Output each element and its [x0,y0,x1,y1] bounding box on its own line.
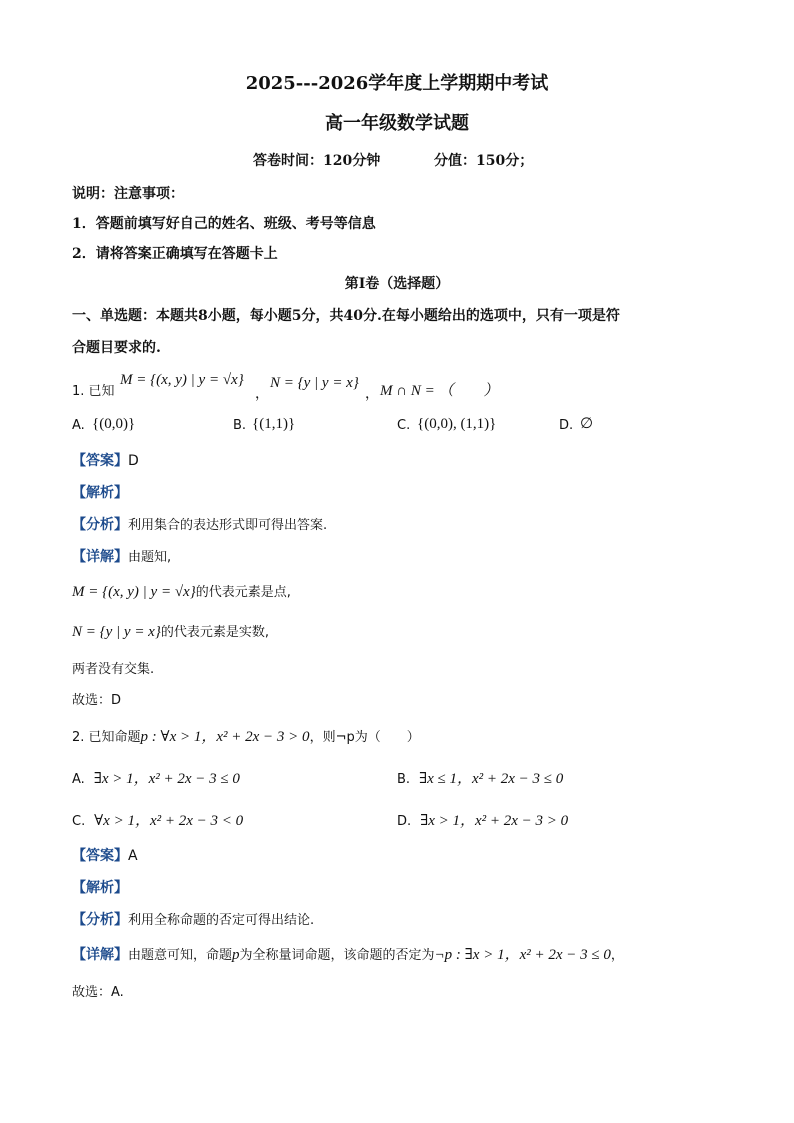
xiangjie-text-a: 由题意可知，命题 [128,948,233,963]
q2-option-d [397,811,568,832]
q2-stem [72,727,420,748]
q2-then: ，则¬p为（ ） [309,730,420,745]
q1-option-b: {(1,1)} [252,416,296,432]
fenxi-tag: 【分析】 [72,517,128,533]
q1-option-c: {(0,0), (1,1)} [417,416,497,432]
q1-option-c-letter: C. [397,418,411,433]
q2-xiangjie [72,945,624,966]
q1-option-b-letter: B. [233,418,247,433]
q1-option-a-letter: A. [72,418,85,433]
xiangjie-tag: 【详解】 [72,549,128,565]
q1-option-d: ∅ [580,416,594,432]
line-n-formula: N = {y | y = x} [72,624,161,640]
exam-title: 2025---2026学年度上学期期中考试 [245,73,549,94]
q2-fenxi [72,910,314,931]
line-m-formula: M = {(x, y) | y = √x} [72,584,196,600]
time-label: 答卷时间：120分钟 [253,153,381,169]
q2-proposition: p : ∀x > 1，x² + 2x − 3 > 0 [140,729,310,745]
option-letter: B. [397,772,411,787]
xiangjie-text-b: 为全称量词命题，该命题的否定为 [239,948,435,963]
q1-line-m [72,582,291,603]
section-intro-line2: 合题目要求的. [72,340,161,356]
q1-option-a: {(0,0)} [92,416,136,432]
q1-set-n: N = {y | y = x} [270,375,359,391]
answer-tag: 【答案】 [72,453,128,469]
option-text: ∃x > 1，x² + 2x − 3 ≤ 0 [93,771,240,787]
q1-line-n [72,622,269,643]
section-intro-line1: 一、单选题：本题共8小题，每小题5分，共40分.在每小题给出的选项中，只有一项是符 [72,308,620,324]
fenxi-tag: 【分析】 [72,912,128,928]
answer-tag: 【答案】 [72,848,128,864]
fenxi-text: 利用集合的表达形式即可得出答案. [128,518,328,533]
q1-conclusion: 故选：D [72,693,122,708]
line-m-text: 的代表元素是点, [195,585,291,600]
q1-separator-1: ， [255,386,269,402]
xiangjie-end: ， [610,948,624,963]
note-item-2: 2．请将答案正确填写在答题卡上 [72,246,278,262]
xiangjie-p: p [232,947,240,963]
q2-analysis-tag: 【解析】 [72,880,128,896]
exam-subtitle: 高一年级数学试题 [325,113,469,134]
xiangjie-tag: 【详解】 [72,947,128,963]
option-letter: D. [397,814,412,829]
option-letter: A. [72,772,85,787]
xiangjie-text: 由题知, [128,550,172,565]
q1-answer [72,451,139,471]
q1-separator-2: ， [365,386,379,402]
q1-set-m: M = {(x, y) | y = √x} [120,372,244,388]
answer-value: A [128,848,138,864]
q1-expression: M ∩ N = （ ） [380,383,499,399]
section-title: 第I卷（选择题） [344,276,450,292]
q2-option-b [397,769,563,790]
q2-number: 2. 已知命题 [72,730,141,745]
q1-number: 1. 已知 [72,384,115,399]
score-label: 分值：150分； [434,153,534,169]
q1-line-none: 两者没有交集. [72,662,155,677]
option-text: ∀x > 1，x² + 2x − 3 < 0 [94,813,244,829]
q2-conclusion: 故选：A. [72,985,124,1000]
answer-value: D [128,453,139,469]
option-letter: C. [72,814,86,829]
q1-xiangjie [72,547,171,568]
notes-heading: 说明：注意事项： [72,186,184,202]
q2-option-c [72,811,243,832]
option-text: ∃x ≤ 1，x² + 2x − 3 ≤ 0 [418,771,564,787]
q1-fenxi [72,515,327,536]
q2-option-a [72,769,240,790]
q2-answer [72,846,138,866]
note-item-1: 1．答题前填写好自己的姓名、班级、考号等信息 [72,216,376,232]
line-n-text: 的代表元素是实数, [160,625,269,640]
q1-analysis-tag: 【解析】 [72,485,128,501]
xiangjie-negation: ¬p : ∃x > 1，x² + 2x − 3 ≤ 0 [434,947,611,963]
fenxi-text: 利用全称命题的否定可得出结论. [128,913,315,928]
option-text: ∃x > 1，x² + 2x − 3 > 0 [420,813,569,829]
q1-option-d-letter: D. [559,418,574,433]
